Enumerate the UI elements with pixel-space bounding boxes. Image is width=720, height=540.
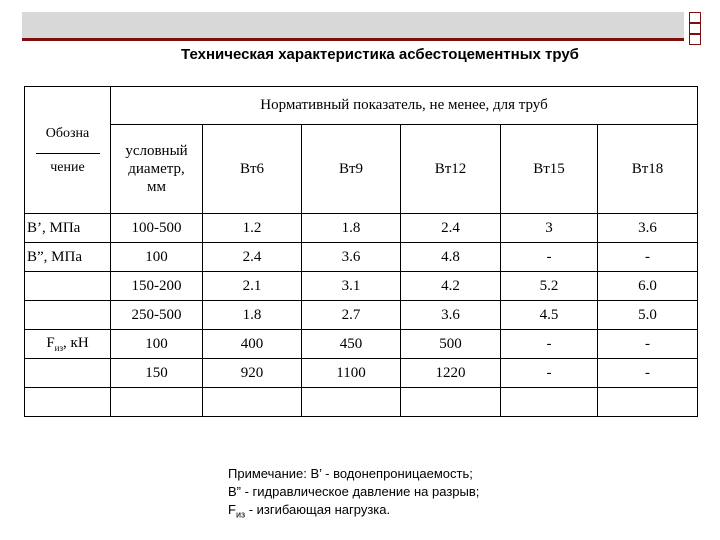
table-row-empty <box>25 388 698 417</box>
group-header: Нормативный показатель, не менее, для труб <box>111 87 698 125</box>
table-cell: 2.7 <box>302 301 401 330</box>
table-cell: 4.2 <box>401 272 501 301</box>
footnote-symbol-sub: из <box>235 509 246 520</box>
designation-header-top <box>25 87 111 125</box>
class-header: Вт6 <box>203 125 302 214</box>
table-cell: 5.2 <box>501 272 598 301</box>
row-label: В’, МПа <box>25 214 111 243</box>
table-cell <box>302 388 401 417</box>
designation-header <box>25 125 111 176</box>
row-diameter: 150-200 <box>111 272 203 301</box>
table-cell: 1220 <box>401 359 501 388</box>
table-cell: - <box>598 359 698 388</box>
designation-header-part1: Обозна <box>45 125 90 141</box>
footnote <box>228 465 479 524</box>
table-cell: 1.8 <box>203 301 302 330</box>
row-diameter: 250-500 <box>111 301 203 330</box>
diameter-header-line1: условный <box>125 143 188 159</box>
row-label-sub: из <box>54 343 64 353</box>
table-cell <box>598 388 698 417</box>
designation-divider <box>36 153 100 154</box>
square-bullet-icon <box>689 34 701 45</box>
footnote-text: - изгибающая нагрузка. <box>245 502 391 517</box>
row-label: В”, МПа <box>25 243 111 272</box>
row-label <box>25 301 111 330</box>
footnote-symbol: F <box>228 502 236 517</box>
table-row <box>25 359 698 388</box>
table-cell: 1100 <box>302 359 401 388</box>
footnote-line: В” - гидравлическое давление на разрыв; <box>228 484 480 499</box>
table-cell: 5.0 <box>598 301 698 330</box>
table-cell: - <box>501 330 598 359</box>
table-row <box>25 301 698 330</box>
class-header: Вт18 <box>598 125 698 214</box>
designation-header-bottom <box>25 176 111 214</box>
table-cell <box>203 388 302 417</box>
table-cell <box>25 388 111 417</box>
footnote-line: Примечание: В’ - водонепроницаемость; <box>228 466 473 481</box>
row-diameter: 100-500 <box>111 214 203 243</box>
table-cell: - <box>598 243 698 272</box>
table-cell: 2.1 <box>203 272 302 301</box>
class-header: Вт15 <box>501 125 598 214</box>
table-cell: 400 <box>203 330 302 359</box>
table-cell <box>111 388 203 417</box>
table-cell <box>501 388 598 417</box>
table-row <box>25 243 698 272</box>
table-cell: 450 <box>302 330 401 359</box>
spec-table <box>24 86 698 417</box>
table-cell: 3.6 <box>302 243 401 272</box>
table-row <box>25 330 698 359</box>
row-label-main: F <box>46 335 55 351</box>
table-row <box>25 214 698 243</box>
row-label-rest: , кН <box>63 335 89 351</box>
table-cell: 1.2 <box>203 214 302 243</box>
designation-header-part2: чение <box>50 159 85 175</box>
table-cell: 2.4 <box>203 243 302 272</box>
table-cell: 3.1 <box>302 272 401 301</box>
table-cell: 500 <box>401 330 501 359</box>
header-bar <box>22 12 684 38</box>
diameter-header <box>111 125 203 214</box>
class-header: Вт12 <box>401 125 501 214</box>
table-cell: 6.0 <box>598 272 698 301</box>
square-bullet-icon <box>689 12 701 23</box>
row-diameter: 100 <box>111 330 203 359</box>
page-title: Техническая характеристика асбестоцементных труб <box>181 46 579 63</box>
table-cell: - <box>598 330 698 359</box>
header-rule <box>22 38 684 41</box>
table-cell: 4.8 <box>401 243 501 272</box>
table-cell: 3 <box>501 214 598 243</box>
square-bullet-icon <box>689 23 701 34</box>
row-label <box>25 359 111 388</box>
footnote-line <box>228 501 479 524</box>
table-cell: 3.6 <box>401 301 501 330</box>
table-cell: 2.4 <box>401 214 501 243</box>
row-label <box>25 272 111 301</box>
diameter-header-line3: мм <box>147 179 166 195</box>
table-cell: 1.8 <box>302 214 401 243</box>
table-cell <box>401 388 501 417</box>
diameter-header-line2: диаметр, <box>128 161 185 177</box>
table-cell: - <box>501 243 598 272</box>
row-diameter: 100 <box>111 243 203 272</box>
table-row <box>25 272 698 301</box>
row-diameter: 150 <box>111 359 203 388</box>
table-cell: 3.6 <box>598 214 698 243</box>
table-cell: 4.5 <box>501 301 598 330</box>
table-cell: - <box>501 359 598 388</box>
class-header: Вт9 <box>302 125 401 214</box>
table-cell: 920 <box>203 359 302 388</box>
row-label <box>25 330 111 359</box>
